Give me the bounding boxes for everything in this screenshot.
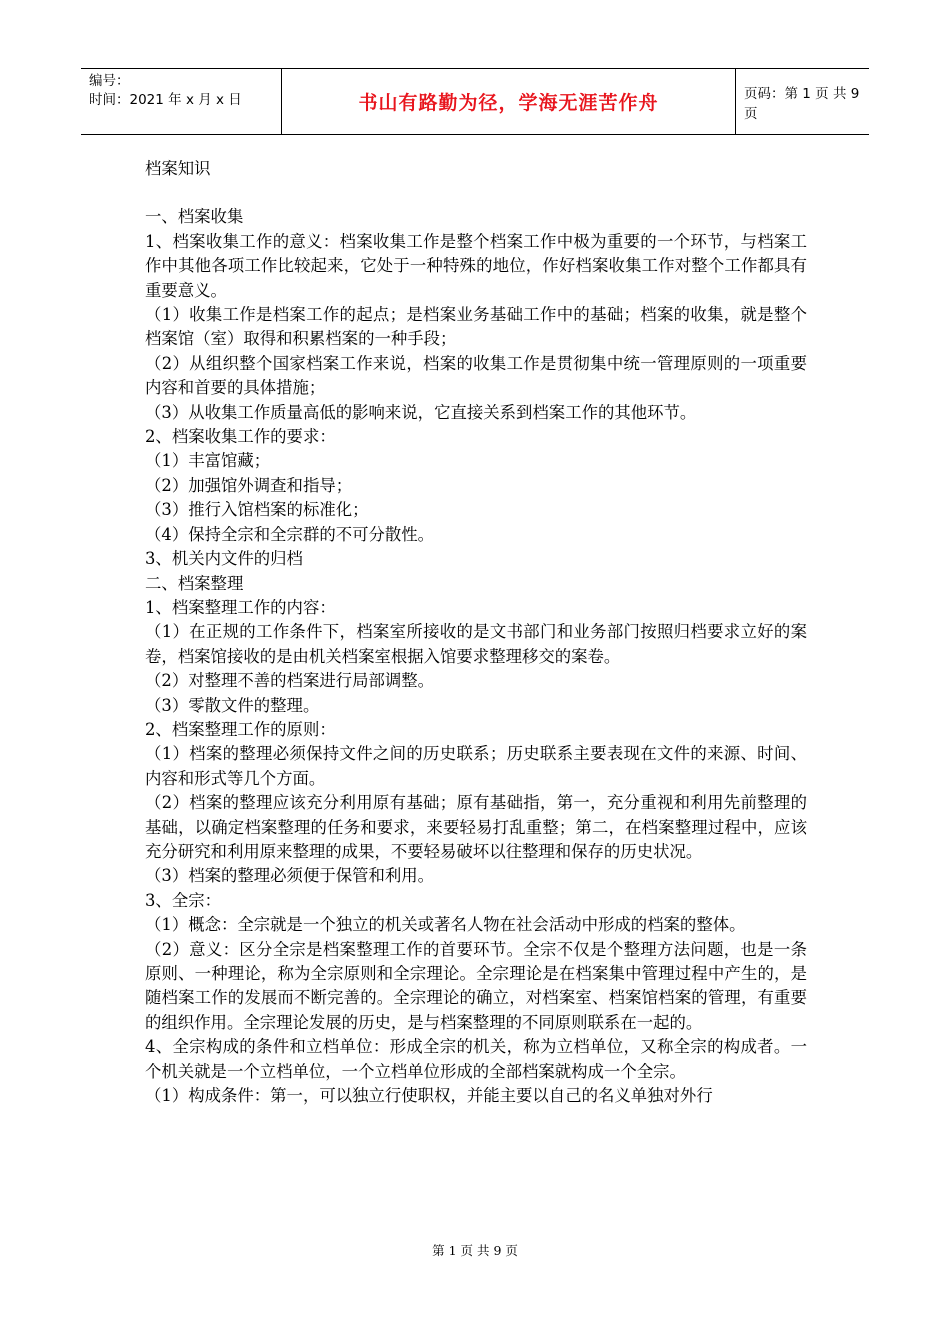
paragraph: 1、档案整理工作的内容： <box>145 597 336 617</box>
paragraph: （3）零散文件的整理。 <box>145 695 320 715</box>
paragraph: （2）档案的整理应该充分利用原有基础；原有基础指，第一，充分重视和利用先前整理的基础，以确定档案整理的任务和要求，来要轻易打乱重整；第二，在档案整理过程中，应该充分研究和利用原来整理的成果，不要轻易破坏以往整理和保存的历史状况。 <box>145 793 807 861</box>
paragraph: （2）意义：区分全宗是档案整理工作的首要环节。全宗不仅是个整理方法问题，也是一条原则、一种理论，称为全宗原则和全宗理论。全宗理论是在档案集中管理过程中产生的，是随档案工作的发展而不断完善的。全宗理论的确立，对档案室、档案馆档案的管理，有重要的组织作用。全宗理论发展的历史，是与档案整理的不同原则联系在一起的。 <box>145 939 807 1032</box>
header-page-number: 页码：第 1 页 共 9 页 <box>744 85 860 122</box>
paragraph: 二、档案整理 <box>145 573 244 593</box>
paragraph: 1、档案收集工作的意义：档案收集工作是整个档案工作中极为重要的一个环节，与档案工作中其他各项工作比较起来，它处于一种特殊的地位，作好档案收集工作对整个工作都具有重要意义。 <box>145 231 807 300</box>
paragraph: （3）从收集工作质量高低的影响来说，它直接关系到档案工作的其他环节。 <box>145 402 697 422</box>
paragraph: 一、档案收集 <box>145 207 244 227</box>
paragraph: （1）构成条件：第一，可以独立行使职权，并能主要以自己的名义单独对外行 <box>145 1086 713 1106</box>
paragraph: （1）概念：全宗就是一个独立的机关或著名人物在社会活动中形成的档案的整体。 <box>145 915 746 935</box>
paragraph: （2）对整理不善的档案进行局部调整。 <box>145 671 435 691</box>
paragraph: （1）丰富馆藏； <box>145 451 271 471</box>
document-title: 档案知识 <box>145 159 211 178</box>
document-date-label: 时间：2021 年 x 月 x 日 <box>89 92 242 108</box>
paragraph: （1）在正规的工作条件下，档案室所接收的是文书部门和业务部门按照归档要求立好的案卷，档案馆接收的是由机关档案室根据入馆要求整理移交的案卷。 <box>145 622 807 666</box>
page-header <box>81 68 869 135</box>
paragraph: 2、档案收集工作的要求： <box>145 427 336 447</box>
paragraph: 3、机关内文件的归档 <box>145 549 303 569</box>
header-motto: 书山有路勤为径，学海无涯苦作舟 <box>281 69 736 134</box>
blank-line <box>145 181 807 205</box>
paragraph: （3）档案的整理必须便于保管和利用。 <box>145 866 435 886</box>
paragraph: （3）推行入馆档案的标准化； <box>145 500 369 520</box>
paragraph-list <box>145 205 807 1108</box>
paragraph: （1）收集工作是档案工作的起点；是档案业务基础工作中的基础；档案的收集，就是整个档案馆（室）取得和积累档案的一种手段； <box>145 305 807 349</box>
document-number-label: 编号： <box>89 73 130 89</box>
paragraph: 4、全宗构成的条件和立档单位：形成全宗的机关，称为立档单位，又称全宗的构成者。一个机关就是一个立档单位，一个立档单位形成的全部档案就构成一个全宗。 <box>145 1037 807 1081</box>
paragraph: 2、档案整理工作的原则： <box>145 719 336 739</box>
paragraph: （2）从组织整个国家档案工作来说，档案的收集工作是贯彻集中统一管理原则的一项重要内容和首要的具体措施； <box>145 353 807 398</box>
paragraph: （1）档案的整理必须保持文件之间的历史联系；历史联系主要表现在文件的来源、时间、内容和形式等几个方面。 <box>145 744 807 788</box>
paragraph: 3、全宗： <box>145 890 221 910</box>
page-footer: 第 1 页 共 9 页 <box>432 1243 518 1258</box>
paragraph: （4）保持全宗和全宗群的不可分散性。 <box>145 524 435 544</box>
paragraph: （2）加强馆外调查和指导； <box>145 475 353 495</box>
header-meta <box>81 69 281 134</box>
document-body <box>145 157 807 1108</box>
